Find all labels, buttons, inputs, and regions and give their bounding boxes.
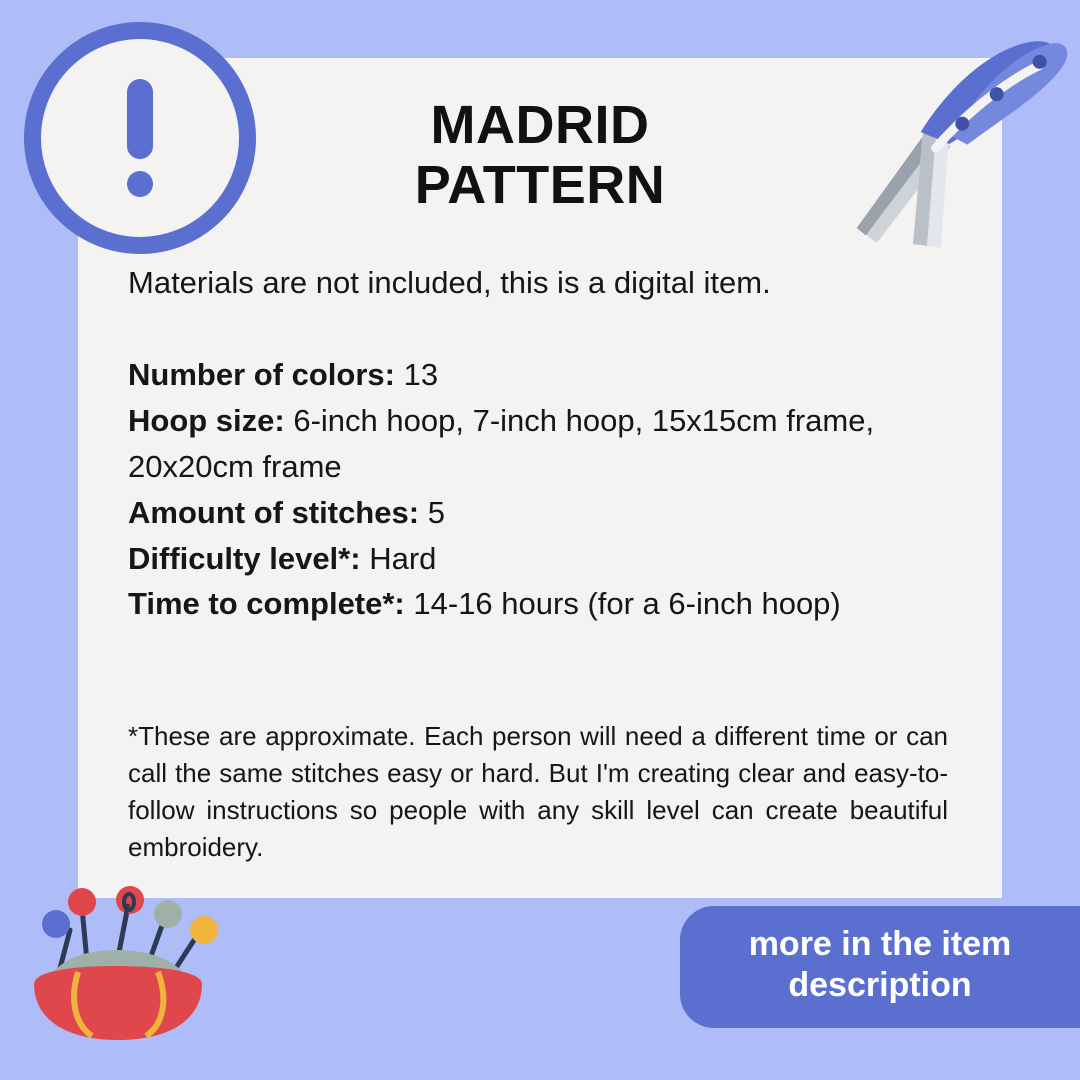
spec-label: Amount of stitches: [128, 494, 420, 530]
page-title [300, 95, 780, 216]
spec-value: 14-16 hours (for a 6-inch hoop) [413, 586, 841, 622]
spec-value: Hard [369, 540, 437, 576]
pincushion-icon [12, 868, 252, 1048]
exclamation-glyph [127, 79, 153, 197]
spec-label: Hoop size: [128, 402, 285, 438]
cta-line-1: more in the item [748, 925, 1012, 964]
spec-label: Difficulty level*: [128, 540, 361, 576]
spec-value: 5 [427, 494, 445, 530]
spec-row-time [128, 581, 928, 627]
title-line-1: MADRID [430, 95, 650, 155]
cta-banner[interactable] [680, 906, 1080, 1028]
spec-label: Time to complete*: [128, 586, 405, 622]
spec-label: Number of colors: [128, 357, 395, 392]
spec-row-hoop-size [128, 398, 928, 490]
title-line-2: PATTERN [414, 155, 666, 216]
exclamation-stem [127, 79, 153, 159]
footnote-text: *These are approximate. Each person will need a different time or can call the same stitches easy or hard. But I'm creating clear and easy-to-follow instructions so people with any skill level can create beautiful embroidery. [128, 721, 948, 862]
exclamation-dot [127, 171, 153, 197]
spec-row-stitches [128, 490, 928, 536]
spec-row-difficulty [128, 536, 928, 582]
spec-row-colors [128, 352, 928, 398]
exclamation-icon [24, 22, 256, 254]
intro-text: Materials are not included, this is a digital item. [128, 265, 771, 300]
thread-snips-icon [800, 8, 1070, 268]
spec-list [128, 352, 928, 627]
spec-value: 6-inch hoop, 7-inch hoop, 15x15cm frame, 20x20cm frame [128, 402, 875, 484]
spec-value: 13 [403, 357, 439, 392]
cta-line-2: description [788, 966, 972, 1005]
